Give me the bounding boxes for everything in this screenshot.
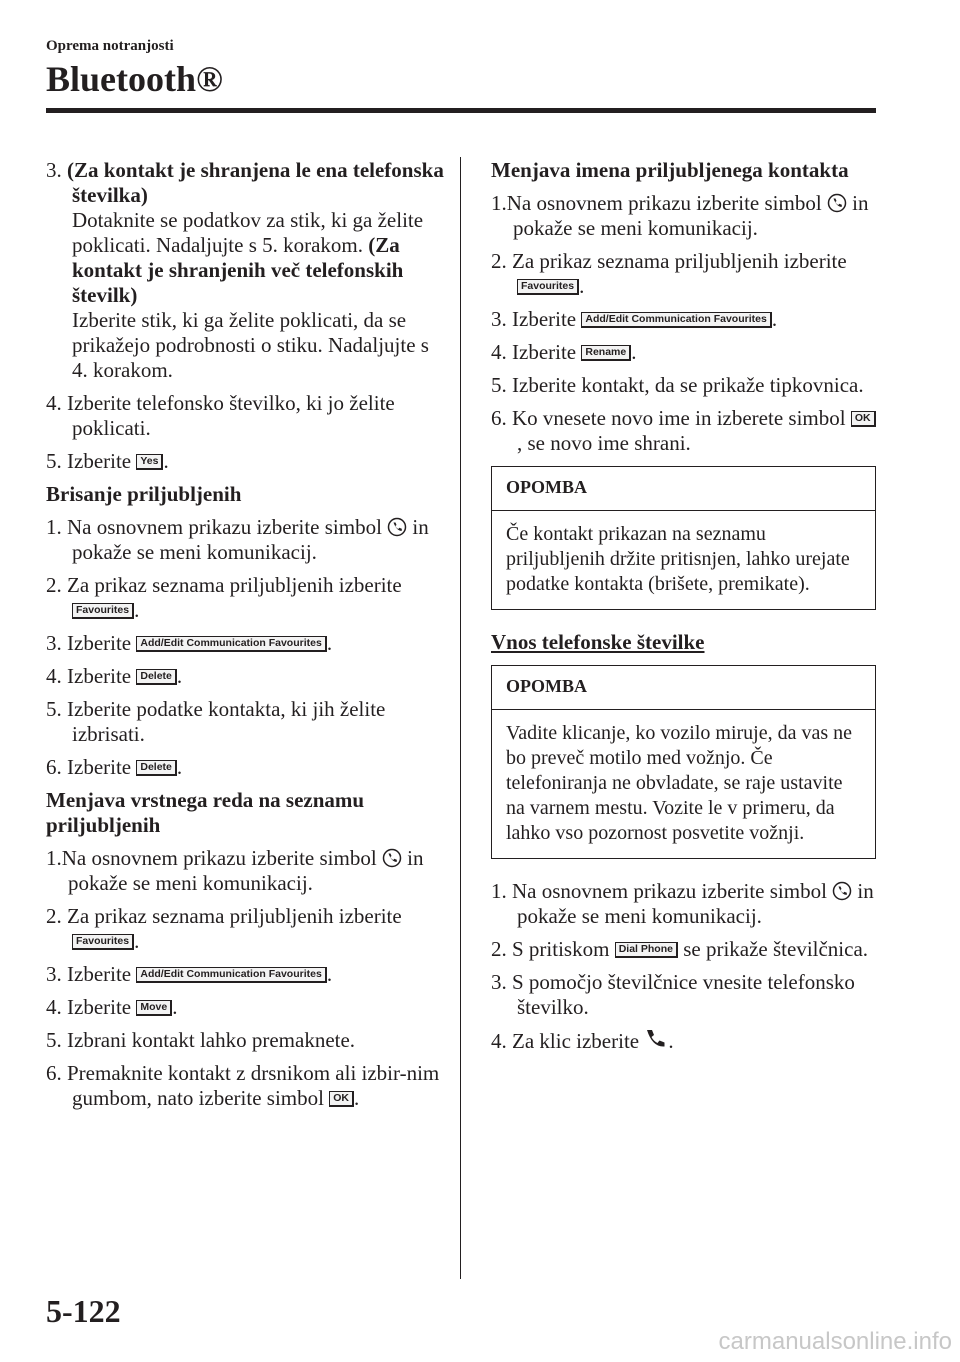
note-label: OPOMBA (492, 467, 875, 511)
list-item: 5. Izberite podatke kontakta, ki jih želite izbrisati. (46, 697, 386, 746)
list-item: 6. Izberite Delete . (46, 755, 183, 779)
list-item: 2. S pritiskom Dial Phone se prikaže številčnica. (491, 937, 869, 961)
list-item: 4. Izberite Rename . (491, 340, 637, 364)
add-edit-favourites-label: Add/Edit Communication Favourites (136, 967, 326, 983)
list-item: 1. Na osnovnem prikazu izberite simbol in pokaže se meni komunikacij. (491, 879, 874, 928)
rename-label: Rename (581, 345, 631, 361)
note-box (491, 466, 876, 610)
list-item: 3. (Za kontakt je shranjena le ena telefonska številka) (46, 158, 444, 207)
note-text: Vadite klicanje, ko vozilo miruje, da vas ne bo preveč motilo med vožnjo. Če telefoniranja ne obvladate, se raje ustavite na varnem mestu. Vozite le v primeru, da lahko vso pozornost posvetite vožnji. (506, 722, 853, 844)
dial-phone-label: Dial Phone (615, 942, 678, 958)
list-item: 4. Za klic izberite . (491, 1029, 674, 1053)
note-box (491, 665, 876, 859)
section-kicker: Oprema notranjosti (46, 38, 174, 54)
list-item: 4. Izberite telefonsko številko, ki jo želite poklicati. (46, 391, 395, 440)
list-item: 3. Izberite Add/Edit Communication Favourites . (46, 962, 333, 986)
list-item: 6. Ko vnesete novo ime in izberete simbol OK, se novo ime shrani. (491, 406, 876, 456)
section-heading: Vnos telefonske številke (491, 630, 705, 654)
list-item: 5. Izberite kontakt, da se prikaže tipkovnica. (491, 373, 864, 397)
list-item: 5. Izbrani kontakt lahko premaknete. (46, 1028, 356, 1052)
delete-label: Delete (136, 760, 177, 776)
list-item: 4. Izberite Move . (46, 995, 178, 1019)
communication-icon (387, 517, 407, 537)
column-divider (460, 157, 461, 1279)
list-item: 2. Za prikaz seznama priljubljenih izberite Favourites . (46, 904, 402, 953)
ok-label: OK (851, 411, 876, 427)
favourites-label: Favourites (517, 279, 579, 295)
phone-handset-icon (644, 1028, 668, 1048)
add-edit-favourites-label: Add/Edit Communication Favourites (136, 636, 326, 652)
favourites-label: Favourites (72, 603, 134, 619)
delete-label: Delete (136, 669, 177, 685)
watermark: carmanualsonline.info (718, 1328, 952, 1355)
note-label: OPOMBA (492, 666, 875, 710)
list-item: 3. S pomočjo številčnice vnesite telefonsko številko. (491, 970, 855, 1019)
communication-icon (382, 848, 402, 868)
list-item: 1.Na osnovnem prikazu izberite simbol in pokaže se meni komunikacij. (491, 191, 869, 240)
list-item: 4. Izberite Delete . (46, 664, 183, 688)
title-rule (46, 108, 876, 113)
move-label: Move (136, 1000, 172, 1016)
left-column: 3. (Za kontakt je shranjena le ena telefonska številka) Dotaknite se podatkov za stik, ki ga želite poklicati. Nadaljujte s 5. korakom. (Za kontakt je shranjenih več telefonskih številk) Izberite stik, ki ga želite poklicati, da se prikažejo podrobnosti o stiku. Nadaljujte s 4. korakom. 4. Izberite telefonsko številko, ki jo želite poklicati. 5. Izberite Yes . Brisanje priljubljenih 1. Na osnovnem prikazu izberite simbol in pokaže se meni komunikacij. 2. Za prikaz seznama priljubljenih izberite Favourites . 3. Izberite Add/Edit Communication Favourites . 4. Izberite Delete . 5. Izberite podatke kontakta, ki jih želite izbrisati. 6. Izberite Delete . Menjava vrstnega reda na seznamu priljubljenih 1.Na osnovnem prikazu izberite simbol in pokaže se meni komunikacij. 2. Za prikaz seznama priljubljenih izberite Favourites . 3. Izberite Add/Edit Communication Favourites . 4. Izberite Move . 5. Izbrani kontakt lahko premaknete. 6. Premaknite kontakt z drsnikom ali izbir-nim gumbom, nato izberite simbol OK . (46, 158, 446, 1119)
note-text: Če kontakt prikazan na seznamu priljubljenih držite pritisnjen, lahko urejate podatke kontakta (brišete, premikate). (506, 523, 850, 595)
list-item: 2. Za prikaz seznama priljubljenih izberite Favourites . (491, 249, 847, 298)
list-item: 3. Izberite Add/Edit Communication Favourites . (46, 631, 333, 655)
add-edit-favourites-label: Add/Edit Communication Favourites (581, 312, 771, 328)
yes-button-label: Yes (136, 454, 163, 470)
list-item: 6. Premaknite kontakt z drsnikom ali izbir-nim gumbom, nato izberite simbol OK . (46, 1061, 440, 1110)
page-title: Bluetooth® (46, 59, 223, 99)
list-item: 1. Na osnovnem prikazu izberite simbol in pokaže se meni komunikacij. (46, 515, 429, 564)
page-number: 5-122 (46, 1293, 121, 1329)
list-item: 3. Izberite Add/Edit Communication Favourites . (491, 307, 778, 331)
communication-icon (832, 881, 852, 901)
section-heading: Menjava vrstnega reda na seznamu priljubljenih (46, 788, 365, 837)
section-heading: Menjava imena priljubljenega kontakta (491, 158, 849, 182)
right-column (491, 158, 876, 1062)
favourites-label: Favourites (72, 934, 134, 950)
ok-label: OK (329, 1091, 354, 1107)
list-item: 1.Na osnovnem prikazu izberite simbol in pokaže se meni komunikacij. (46, 846, 424, 895)
list-item: 2. Za prikaz seznama priljubljenih izberite Favourites . (46, 573, 402, 622)
section-heading: Brisanje priljubljenih (46, 482, 242, 506)
communication-icon (827, 193, 847, 213)
list-item: 5. Izberite Yes . (46, 449, 169, 473)
